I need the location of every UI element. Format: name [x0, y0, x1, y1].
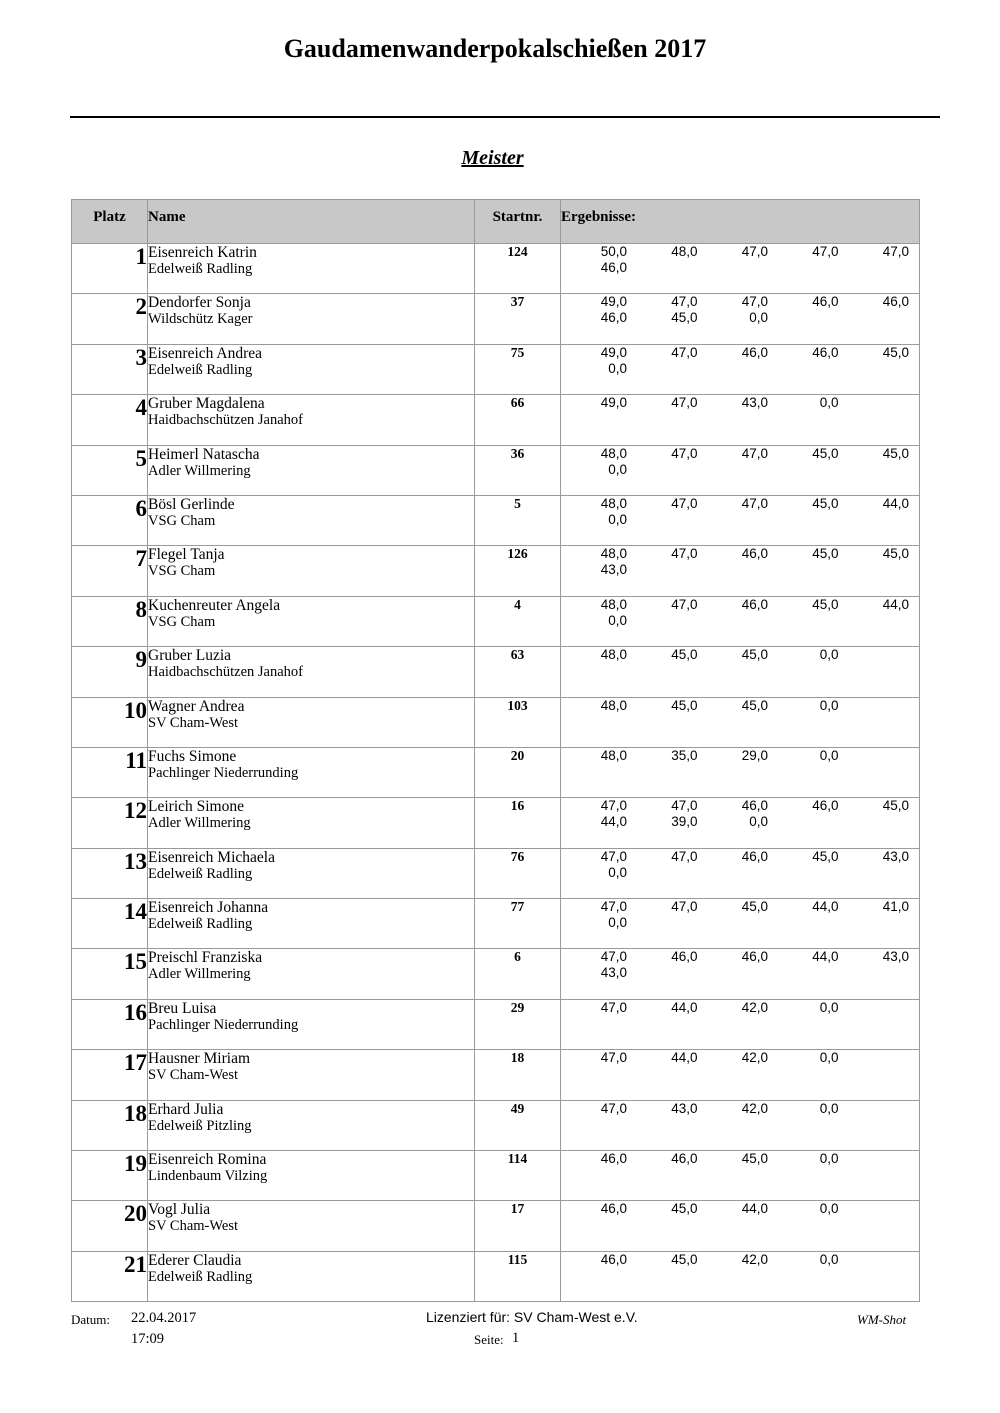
score-value: 45,0	[812, 495, 839, 511]
shooter-name: Leirich Simone	[148, 798, 244, 816]
scores-cell	[561, 647, 920, 697]
score-value: 0,0	[608, 864, 627, 880]
score-value: 46,0	[600, 1151, 627, 1167]
score-value: 45,0	[812, 546, 839, 562]
placement-number: 15	[72, 949, 148, 999]
score-value: 44,0	[600, 814, 627, 830]
score-value: 44,0	[882, 596, 909, 612]
club-name: Haidbachschützen Janahof	[148, 664, 304, 681]
scores-cell	[561, 546, 920, 596]
score-value: 0,0	[749, 814, 768, 830]
name-cell	[148, 344, 475, 394]
score-value: 43,0	[882, 949, 909, 965]
score-grid	[561, 446, 919, 478]
scores-cell	[561, 697, 920, 747]
table-row	[72, 899, 920, 949]
name-cell	[148, 1251, 475, 1301]
name-cell	[148, 747, 475, 797]
header-startnr: Startnr.	[475, 200, 561, 244]
score-grid	[561, 899, 919, 931]
score-value: 44,0	[812, 949, 839, 965]
score-value: 45,0	[671, 1251, 698, 1267]
score-grid	[561, 546, 919, 578]
club-name: Pachlinger Niederrunding	[148, 1016, 299, 1033]
score-value: 0,0	[819, 999, 839, 1015]
placement-number: 5	[72, 445, 148, 495]
placement-number: 10	[72, 697, 148, 747]
header-platz: Platz	[72, 200, 148, 244]
placement-number: 7	[72, 546, 148, 596]
start-number: 75	[475, 344, 561, 394]
footer-license: Lizenziert für: SV Cham-West e.V.	[426, 1309, 638, 1325]
shooter-name: Kuchenreuter Angela	[148, 596, 281, 614]
score-value: 48,0	[600, 647, 627, 663]
placement-number: 14	[72, 899, 148, 949]
score-value: 50,0	[600, 244, 627, 259]
score-grid	[561, 798, 919, 830]
score-value: 46,0	[882, 294, 909, 310]
placement-number: 11	[72, 747, 148, 797]
score-value: 46,0	[741, 798, 768, 814]
score-value: 48,0	[600, 747, 627, 763]
score-value: 47,0	[600, 1050, 627, 1066]
score-value: 0,0	[608, 461, 627, 477]
club-name: Edelweiß Radling	[148, 1268, 253, 1285]
score-grid	[561, 1000, 919, 1016]
score-value: 45,0	[671, 1201, 698, 1217]
score-value: 46,0	[600, 1251, 627, 1267]
club-name: VSG Cham	[148, 512, 216, 529]
placement-number: 4	[72, 395, 148, 445]
club-name: Pachlinger Niederrunding	[148, 764, 299, 781]
score-value: 48,0	[600, 546, 627, 562]
placement-number: 16	[72, 999, 148, 1049]
score-value: 0,0	[819, 1251, 839, 1267]
placement-number: 3	[72, 344, 148, 394]
score-value: 0,0	[819, 1050, 839, 1066]
score-value: 45,0	[741, 899, 768, 915]
name-cell	[148, 1151, 475, 1201]
start-number: 49	[475, 1100, 561, 1150]
shooter-name: Dendorfer Sonja	[148, 294, 251, 312]
score-value: 47,0	[671, 495, 698, 511]
score-value: 0,0	[608, 511, 627, 527]
score-value: 0,0	[819, 1100, 839, 1116]
club-name: VSG Cham	[148, 613, 216, 630]
table-row	[72, 1050, 920, 1100]
page-title: Gaudamenwanderpokalschießen 2017	[283, 34, 707, 63]
score-value: 46,0	[812, 798, 839, 814]
table-row	[72, 1201, 920, 1251]
scores-cell	[561, 1201, 920, 1251]
placement-number: 13	[72, 848, 148, 898]
name-cell	[148, 949, 475, 999]
score-value: 48,0	[600, 495, 627, 511]
score-value: 0,0	[749, 310, 768, 326]
start-number: 18	[475, 1050, 561, 1100]
scores-cell	[561, 1151, 920, 1201]
score-value: 47,0	[671, 848, 698, 864]
start-number: 20	[475, 747, 561, 797]
score-value: 45,0	[882, 344, 909, 360]
score-value: 47,0	[741, 294, 768, 310]
table-row	[72, 546, 920, 596]
score-value: 0,0	[819, 647, 839, 663]
footer-time: 17:09	[131, 1331, 165, 1347]
score-value: 47,0	[671, 546, 698, 562]
scores-cell	[561, 244, 920, 294]
start-number: 115	[475, 1251, 561, 1301]
start-number: 4	[475, 596, 561, 646]
score-grid	[561, 1050, 919, 1066]
placement-number: 21	[72, 1251, 148, 1301]
scores-cell	[561, 1050, 920, 1100]
table-row	[72, 697, 920, 747]
start-number: 114	[475, 1151, 561, 1201]
table-row	[72, 294, 920, 344]
club-name: Edelweiß Pitzling	[148, 1117, 252, 1134]
start-number: 5	[475, 495, 561, 545]
score-value: 45,0	[671, 310, 698, 326]
name-cell	[148, 1201, 475, 1251]
score-grid	[561, 345, 919, 377]
score-value: 47,0	[671, 395, 698, 411]
club-name: SV Cham-West	[148, 1218, 238, 1235]
score-grid	[561, 1101, 919, 1117]
shooter-name: Hausner Miriam	[148, 1050, 251, 1068]
club-name: Edelweiß Radling	[148, 916, 253, 933]
club-name: Adler Willmering	[148, 462, 251, 479]
score-value: 44,0	[741, 1201, 768, 1217]
score-grid	[561, 294, 919, 326]
name-cell	[148, 596, 475, 646]
name-cell	[148, 395, 475, 445]
score-value: 45,0	[741, 1151, 768, 1167]
table-row	[72, 244, 920, 294]
score-value: 45,0	[741, 647, 768, 663]
placement-number: 9	[72, 647, 148, 697]
score-value: 48,0	[600, 445, 627, 461]
shooter-name: Bösl Gerlinde	[148, 495, 235, 513]
table-row	[72, 747, 920, 797]
score-value: 29,0	[741, 747, 768, 763]
score-value: 46,0	[600, 1201, 627, 1217]
name-cell	[148, 294, 475, 344]
start-number: 37	[475, 294, 561, 344]
score-value: 0,0	[608, 612, 627, 628]
score-value: 44,0	[812, 899, 839, 915]
placement-number: 8	[72, 596, 148, 646]
score-value: 48,0	[600, 596, 627, 612]
score-value: 47,0	[600, 848, 627, 864]
score-value: 0,0	[819, 697, 839, 713]
name-cell	[148, 848, 475, 898]
shooter-name: Gruber Luzia	[148, 647, 232, 665]
score-value: 43,0	[600, 562, 627, 578]
footer-page-number: 1	[512, 1330, 520, 1346]
scores-cell	[561, 596, 920, 646]
start-number: 17	[475, 1201, 561, 1251]
club-name: Edelweiß Radling	[148, 361, 253, 378]
score-value: 45,0	[812, 848, 839, 864]
scores-cell	[561, 1100, 920, 1150]
start-number: 16	[475, 798, 561, 848]
table-row	[72, 798, 920, 848]
score-value: 46,0	[671, 949, 698, 965]
scores-cell	[561, 747, 920, 797]
score-value: 45,0	[882, 445, 909, 461]
score-grid	[561, 244, 919, 276]
start-number: 76	[475, 848, 561, 898]
section-title: Meister	[461, 147, 524, 169]
scores-cell	[561, 495, 920, 545]
club-name: Lindenbaum Vilzing	[148, 1168, 268, 1185]
shooter-name: Breu Luisa	[148, 999, 217, 1017]
score-value: 46,0	[812, 294, 839, 310]
score-value: 39,0	[671, 814, 698, 830]
placement-number: 17	[72, 1050, 148, 1100]
start-number: 29	[475, 999, 561, 1049]
score-value: 49,0	[600, 294, 627, 310]
score-value: 46,0	[671, 1151, 698, 1167]
footer-date-label: Datum:	[71, 1312, 110, 1327]
footer-brand: WM-Shot	[857, 1312, 907, 1327]
score-value: 46,0	[741, 596, 768, 612]
name-cell	[148, 244, 475, 294]
shooter-name: Vogl Julia	[148, 1201, 211, 1219]
table-row	[72, 949, 920, 999]
results-table	[71, 199, 920, 1302]
table-row	[72, 596, 920, 646]
scores-cell	[561, 395, 920, 445]
score-value: 47,0	[600, 1100, 627, 1116]
club-name: Edelweiß Radling	[148, 261, 253, 277]
table-row	[72, 395, 920, 445]
footer-page-label: Seite:	[474, 1332, 504, 1347]
placement-number: 20	[72, 1201, 148, 1251]
score-value: 45,0	[882, 546, 909, 562]
score-value: 44,0	[882, 495, 909, 511]
shooter-name: Heimerl Natascha	[148, 445, 260, 463]
shooter-name: Wagner Andrea	[148, 697, 245, 715]
table-row	[72, 495, 920, 545]
scores-cell	[561, 344, 920, 394]
score-value: 47,0	[741, 244, 768, 259]
start-number: 126	[475, 546, 561, 596]
table-row	[72, 848, 920, 898]
score-grid	[561, 1151, 919, 1167]
placement-number: 19	[72, 1151, 148, 1201]
score-value: 42,0	[741, 1251, 768, 1267]
score-value: 0,0	[608, 915, 627, 931]
score-value: 45,0	[671, 647, 698, 663]
score-value: 42,0	[741, 999, 768, 1015]
start-number: 63	[475, 647, 561, 697]
score-value: 48,0	[600, 697, 627, 713]
start-number: 103	[475, 697, 561, 747]
name-cell	[148, 899, 475, 949]
shooter-name: Eisenreich Andrea	[148, 344, 263, 362]
club-name: Wildschütz Kager	[148, 311, 253, 328]
score-value: 47,0	[882, 244, 909, 259]
shooter-name: Fuchs Simone	[148, 747, 237, 765]
placement-number: 1	[72, 244, 148, 294]
table-row	[72, 1251, 920, 1301]
scores-cell	[561, 294, 920, 344]
score-value: 47,0	[741, 495, 768, 511]
table-row	[72, 999, 920, 1049]
score-value: 47,0	[741, 445, 768, 461]
score-value: 35,0	[671, 747, 698, 763]
score-value: 42,0	[741, 1100, 768, 1116]
score-value: 45,0	[882, 798, 909, 814]
start-number: 36	[475, 445, 561, 495]
score-grid	[561, 647, 919, 663]
score-value: 49,0	[600, 395, 627, 411]
header-name: Name	[148, 200, 475, 244]
score-value: 45,0	[741, 697, 768, 713]
score-value: 46,0	[600, 310, 627, 326]
club-name: SV Cham-West	[148, 714, 238, 731]
score-value: 47,0	[600, 899, 627, 915]
scores-cell	[561, 798, 920, 848]
placement-number: 18	[72, 1100, 148, 1150]
table-row	[72, 1100, 920, 1150]
title-divider	[70, 116, 940, 118]
score-value: 0,0	[608, 360, 627, 376]
placement-number: 12	[72, 798, 148, 848]
footer-date: 22.04.2017	[131, 1310, 197, 1326]
score-value: 0,0	[819, 1201, 839, 1217]
name-cell	[148, 495, 475, 545]
score-value: 44,0	[671, 1050, 698, 1066]
score-value: 46,0	[741, 546, 768, 562]
score-value: 43,0	[671, 1100, 698, 1116]
header-ergebnisse: Ergebnisse:	[561, 200, 920, 244]
score-value: 43,0	[882, 848, 909, 864]
score-value: 47,0	[671, 899, 698, 915]
score-grid	[561, 395, 919, 411]
name-cell	[148, 798, 475, 848]
placement-number: 6	[72, 495, 148, 545]
shooter-name: Gruber Magdalena	[148, 395, 265, 413]
score-value: 43,0	[741, 395, 768, 411]
score-value: 47,0	[671, 798, 698, 814]
score-value: 41,0	[882, 899, 909, 915]
score-grid	[561, 748, 919, 764]
name-cell	[148, 1050, 475, 1100]
shooter-name: Preischl Franziska	[148, 949, 263, 967]
scores-cell	[561, 445, 920, 495]
score-grid	[561, 849, 919, 881]
name-cell	[148, 1100, 475, 1150]
score-grid	[561, 1201, 919, 1217]
score-value: 46,0	[741, 848, 768, 864]
score-value: 47,0	[671, 344, 698, 360]
score-value: 45,0	[812, 596, 839, 612]
name-cell	[148, 697, 475, 747]
score-value: 45,0	[671, 697, 698, 713]
score-grid	[561, 496, 919, 528]
start-number: 66	[475, 395, 561, 445]
club-name: Haidbachschützen Janahof	[148, 412, 304, 429]
placement-number: 2	[72, 294, 148, 344]
results-body	[72, 244, 920, 1302]
score-value: 42,0	[741, 1050, 768, 1066]
shooter-name: Eisenreich Romina	[148, 1151, 267, 1169]
club-name: Edelweiß Radling	[148, 865, 253, 882]
score-value: 0,0	[819, 747, 839, 763]
score-value: 43,0	[600, 965, 627, 981]
name-cell	[148, 647, 475, 697]
scores-cell	[561, 1251, 920, 1301]
score-value: 47,0	[600, 949, 627, 965]
name-cell	[148, 546, 475, 596]
score-grid	[561, 1252, 919, 1268]
table-header-row	[72, 200, 920, 244]
start-number: 77	[475, 899, 561, 949]
scores-cell	[561, 848, 920, 898]
club-name: SV Cham-West	[148, 1067, 238, 1084]
score-value: 44,0	[671, 999, 698, 1015]
shooter-name: Eisenreich Michaela	[148, 848, 275, 866]
score-value: 46,0	[600, 260, 627, 275]
score-value: 0,0	[819, 1151, 839, 1167]
start-number: 6	[475, 949, 561, 999]
score-grid	[561, 698, 919, 714]
score-value: 47,0	[671, 445, 698, 461]
score-value: 49,0	[600, 344, 627, 360]
table-row	[72, 647, 920, 697]
scores-cell	[561, 899, 920, 949]
score-value: 45,0	[812, 445, 839, 461]
start-number: 124	[475, 244, 561, 294]
score-value: 47,0	[671, 294, 698, 310]
table-row	[72, 344, 920, 394]
club-name: VSG Cham	[148, 563, 216, 580]
score-value: 47,0	[812, 244, 839, 259]
score-value: 46,0	[812, 344, 839, 360]
name-cell	[148, 445, 475, 495]
score-value: 48,0	[671, 244, 698, 259]
table-row	[72, 445, 920, 495]
name-cell	[148, 999, 475, 1049]
score-value: 46,0	[741, 344, 768, 360]
table-row	[72, 1151, 920, 1201]
score-value: 46,0	[741, 949, 768, 965]
shooter-name: Erhard Julia	[148, 1100, 224, 1118]
scores-cell	[561, 949, 920, 999]
score-value: 47,0	[671, 596, 698, 612]
score-grid	[561, 597, 919, 629]
shooter-name: Eisenreich Johanna	[148, 899, 269, 917]
score-value: 0,0	[819, 395, 839, 411]
club-name: Adler Willmering	[148, 966, 251, 983]
scores-cell	[561, 999, 920, 1049]
shooter-name: Ederer Claudia	[148, 1251, 242, 1269]
score-grid	[561, 949, 919, 981]
shooter-name: Flegel Tanja	[148, 546, 225, 564]
score-value: 47,0	[600, 999, 627, 1015]
club-name: Adler Willmering	[148, 815, 251, 832]
shooter-name: Eisenreich Katrin	[148, 244, 257, 261]
score-value: 47,0	[600, 798, 627, 814]
